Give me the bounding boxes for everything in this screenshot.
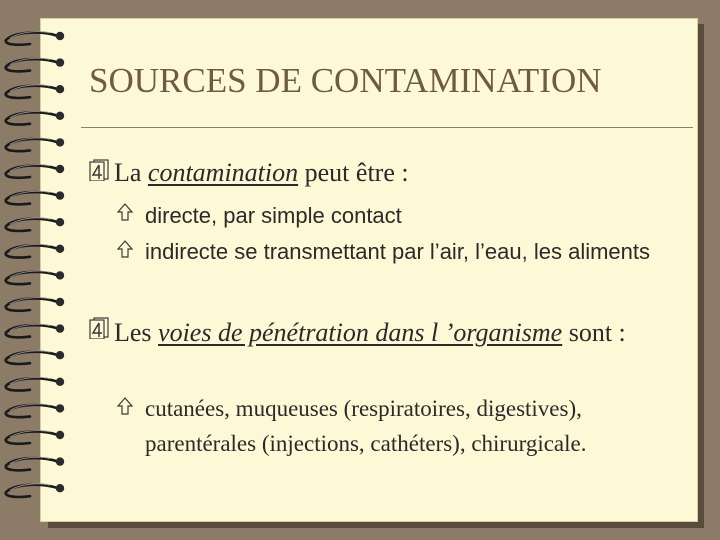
sub-bullet-item: [117, 197, 687, 234]
spiral-binding: [0, 0, 80, 540]
title-divider: [81, 127, 693, 128]
spiral-ring-icon: [6, 244, 64, 257]
bullet-text-pre: La: [114, 158, 148, 187]
spiral-ring-icon: [6, 377, 64, 390]
sub-bullet-text: indirecte se transmettant par l’air, l’eau, les aliments: [145, 239, 651, 264]
spiral-ring-icon: [6, 165, 64, 178]
sub-bullet-item: [117, 391, 687, 461]
spiral-ring-icon: [6, 271, 64, 284]
spiral-ring-icon: [6, 324, 64, 337]
spiral-ring-icon: [6, 218, 64, 231]
sub-bullet-text: directe, par simple contact: [145, 203, 402, 228]
hollow-up-arrow-icon: [117, 397, 133, 415]
spiral-ring-icon: [6, 457, 64, 470]
spiral-ring-icon: [6, 138, 64, 151]
slide-page: [40, 18, 698, 522]
spiral-ring-icon: [6, 404, 64, 417]
spiral-ring-icon: [6, 298, 64, 311]
sub-bullet-item: [117, 234, 687, 269]
spiral-ring-icon: [6, 32, 64, 45]
spiral-ring-icon: [6, 58, 64, 71]
bullet-text-pre: Les: [114, 318, 159, 347]
hollow-up-arrow-icon: [117, 203, 133, 221]
spiral-ring-icon: [6, 484, 64, 497]
bullet-item-voies: [89, 313, 679, 353]
bullet-text-post: sont :: [562, 318, 626, 347]
bullet-text-post: peut être :: [298, 158, 409, 187]
slide-title: SOURCES DE CONTAMINATION: [89, 61, 602, 100]
spiral-ring-icon: [6, 85, 64, 98]
bullet-text-emphasis: voies de pénétration dans l ’organisme: [158, 318, 563, 347]
spiral-ring-icon: [6, 191, 64, 204]
bullet-text: [114, 313, 679, 353]
bullet-item-contamination: [89, 155, 679, 191]
sub-bullet-text: cutanées, muqueuses (respiratoires, digestives), parentérales (injections, cathéters), chirurgicale.: [145, 396, 587, 456]
box-4-icon: [89, 317, 109, 339]
box-4-icon: [89, 159, 109, 181]
bullet-text: [114, 155, 679, 191]
spiral-ring-icon: [6, 351, 64, 364]
bullet-text-emphasis: contamination: [147, 158, 299, 187]
spiral-ring-icon: [6, 111, 64, 124]
hollow-up-arrow-icon: [117, 240, 133, 258]
spiral-ring-icon: [6, 431, 64, 444]
